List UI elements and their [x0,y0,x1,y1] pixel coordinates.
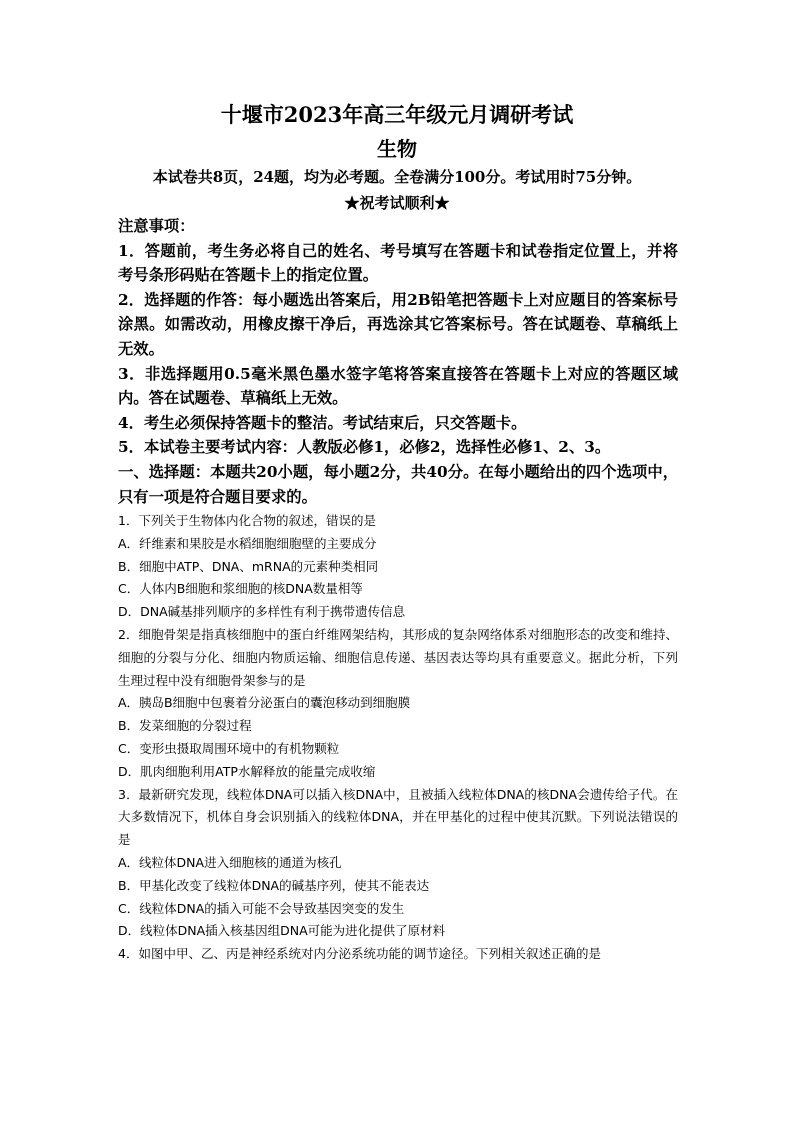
exam-info: 本试卷共8页，24题，均为必考题。全卷满分100分。考试用时75分钟。 [152,168,642,186]
notes-heading: 注意事项： [118,217,195,235]
question-2-option-d: D．肌肉细胞利用ATP水解释放的能量完成收缩 [118,763,376,779]
section-heading: 一、选择题：本题共20小题，每小题2分，共40分。在每小题给出的四个选项中，只有一项是符合题目要求的。 [118,462,678,506]
exam-title: 十堰市2023年高三年级元月调研考试 [220,102,574,127]
question-2-option-a: A．胰岛B细胞中包裹着分泌蛋白的囊泡移动到细胞膜 [118,695,411,711]
question-1-option-a: A．纤维素和果胶是水稻细胞细胞壁的主要成分 [118,535,377,551]
question-1-stem: 1．下列关于生物体内化合物的叙述，错误的是 [118,513,376,528]
question-3-option-d: D．线粒体DNA插入核基因组DNA可能为进化提供了原材料 [118,923,446,939]
note-item-1: 1．答题前，考生务必将自己的姓名、考号填写在答题卡和试卷指定位置上，并将考号条形码贴在答题卡上的指定位置。 [118,241,678,285]
question-2-stem: 2．细胞骨架是指真核细胞中的蛋白纤维网架结构，其形成的复杂网络体系对细胞形态的改变和维持、细胞的分裂与分化、细胞内物质运输、细胞信息传递、基因表达等均具有重要意义。据此分析，下列生理过程中没有细胞骨架参与的是 [118,626,678,688]
question-2-option-c: C．变形虫摄取周围环境中的有机物颗粒 [118,740,340,756]
question-1-option-c: C．人体内B细胞和浆细胞的核DNA数量相等 [118,581,363,597]
question-1-option-d: D．DNA碱基排列顺序的多样性有利于携带遗传信息 [118,604,406,620]
question-3-option-a: A．线粒体DNA进入细胞核的通道为核孔 [118,854,342,870]
question-4-stem: 4．如图中甲、乙、丙是神经系统对内分泌系统功能的调节途径。下列相关叙述正确的是 [118,946,601,962]
notes-section [118,214,678,509]
good-luck-line: ★祝考试顺利★ [344,194,450,212]
question-3-option-c: C．线粒体DNA的插入可能不会导致基因突变的发生 [118,900,405,916]
question-1-option-b: B．细胞中ATP、DNA、mRNA的元素种类相同 [118,558,379,574]
question-2-option-b: B．发菜细胞的分裂过程 [118,718,252,734]
question-3-option-b: B．甲基化改变了线粒体DNA的碱基序列，使其不能表达 [118,877,430,893]
note-item-5: 5．本试卷主要考试内容：人教版必修1，必修2，选择性必修1、2、3。 [118,438,611,457]
note-item-2: 2．选择题的作答：每小题选出答案后，用2B铅笔把答题卡上对应题目的答案标号涂黑。如需改动，用橡皮擦干净后，再选涂其它答案标号。答在试题卷、草稿纸上无效。 [118,290,678,358]
note-item-4: 4．考生必须保持答题卡的整洁。考试结束后，只交答题卡。 [118,413,527,432]
question-3-stem: 3．最新研究发现，线粒体DNA可以插入核DNA中，且被插入线粒体DNA的核DNA会遗传给子代。在大多数情况下，机体自身会识别插入的线粒体DNA，并在甲基化的过程中使其沉默。下列说法错误的是 [118,786,678,848]
subject-title: 生物 [377,137,417,161]
questions-section [118,510,678,966]
note-item-3: 3．非选择题用0.5毫米黑色墨水签字笔将答案直接答在答题卡上对应的答题区域内。答在试题卷、草稿纸上无效。 [118,364,678,408]
